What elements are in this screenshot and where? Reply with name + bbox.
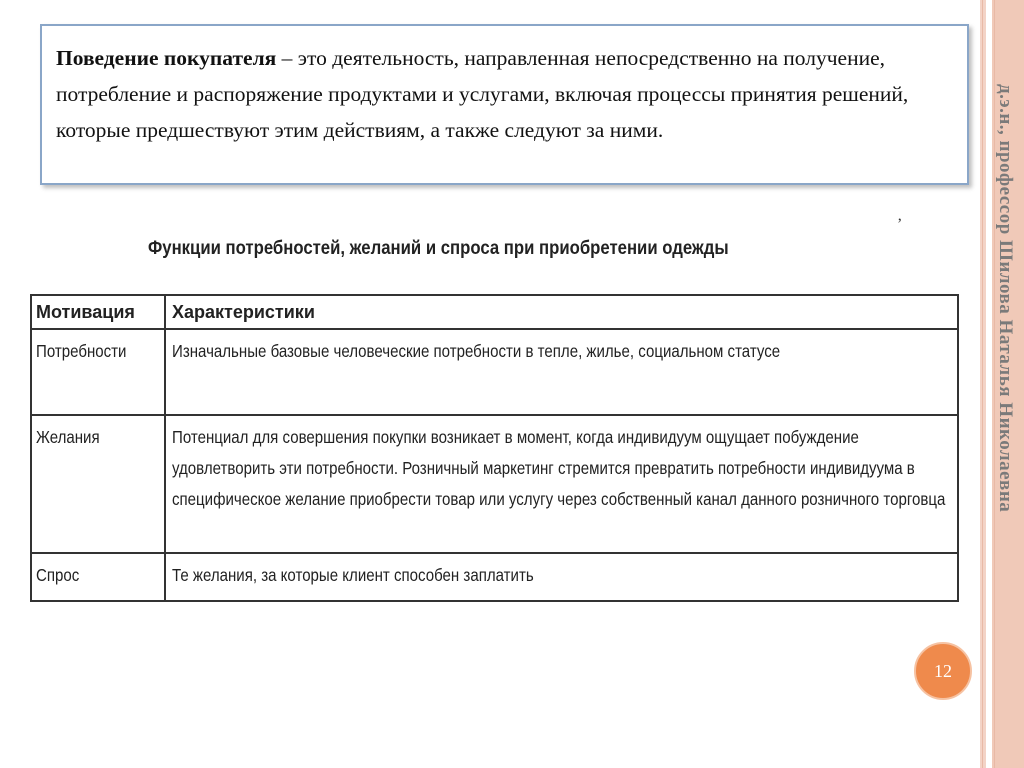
definition-text: – это деятельность, направленная непосредственно на получение, потребление и распоряжение продуктами и услугами, включая процессы принятия решений, которые предшествуют этим действиям, а также следуют за ними. — [56, 46, 909, 142]
definition-box — [40, 24, 969, 185]
table-row — [31, 329, 958, 415]
table-row — [31, 415, 958, 553]
row-description: Изначальные базовые человеческие потребности в тепле, жилье, социальном статусе — [165, 329, 958, 415]
row-motive: Потребности — [31, 329, 165, 415]
table-header-row — [31, 295, 958, 329]
author-label: д.э.н., профессор Шилова Наталья Николаевна — [995, 84, 1016, 513]
row-description: Потенциал для совершения покупки возникает в момент, когда индивидуум ощущает побуждение удовлетворить эти потребности. Розничный маркетинг стремится превратить потребности индивидуума в специфическое желание приобрести товар или услугу через собственный канал данного розничного торговца — [165, 415, 958, 553]
page-number-badge: 12 — [914, 642, 972, 700]
row-motive: Спрос — [31, 553, 165, 601]
functions-table — [30, 294, 959, 602]
table-row — [31, 553, 958, 601]
row-description: Те желания, за которые клиент способен заплатить — [165, 553, 958, 601]
header-motivation: Мотивация — [31, 295, 165, 329]
row-motive: Желания — [31, 415, 165, 553]
header-characteristics: Характеристики — [165, 295, 958, 329]
stray-mark: ʼ — [897, 216, 903, 233]
definition-term: Поведение покупателя — [56, 46, 277, 70]
table-title: Функции потребностей, желаний и спроса при приобретении одежды — [148, 238, 729, 259]
